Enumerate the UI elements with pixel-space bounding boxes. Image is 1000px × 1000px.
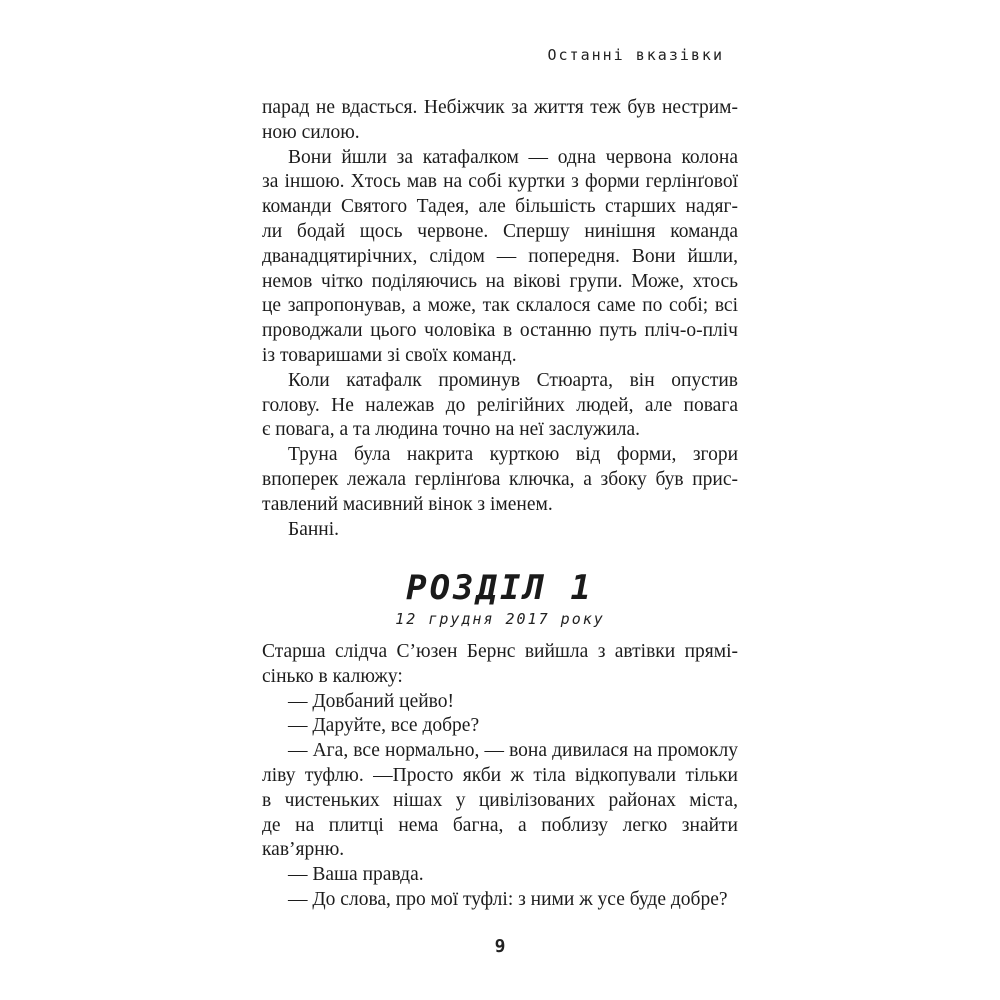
paragraph [262, 888, 738, 913]
text-line: Старша слідча С’юзен Бернс вийшла з автівки прямі- [262, 641, 738, 662]
paragraph [262, 369, 738, 443]
text-line: — Даруйте, все добре? [288, 715, 480, 737]
text-line: це запропонував, а може, так склалося саме по собі; всі [262, 295, 738, 317]
running-head: Останні вказівки [547, 46, 724, 64]
text-line: — Довбаний цейво! [288, 690, 454, 712]
text-line: немов чітко поділяючись на вікові групи. Може, хтось [262, 270, 738, 292]
text-line: кав’ярню. [262, 839, 345, 861]
text-line: ли бодай щось червоне. Спершу нинішня команда [262, 220, 738, 242]
text-line: команди Святого Тадея, але більшість старших надяг- [262, 196, 738, 218]
paragraph [262, 690, 738, 715]
text-line: за іншою. Хтось мав на собі куртки з форми герлінґової [262, 171, 738, 193]
paragraph [262, 739, 738, 863]
text-line: Банні. [288, 518, 340, 540]
text-line: є повага, а та людина точно на неї заслужила. [262, 419, 641, 441]
text-line: Вони йшли за катафалком — одна червона колона [288, 146, 738, 168]
text-line: — Ваша правда. [288, 864, 424, 886]
page-number: 9 [494, 936, 506, 957]
text-line: Коли катафалк проминув Стюарта, він опустив [288, 369, 738, 391]
text-line: в чистеньких нішах у цивілізованих районах міста, [262, 789, 738, 811]
text-line: впоперек лежала герлінґова ключка, а збоку був прис- [262, 468, 738, 490]
text-line: із товаришами зі своїх команд. [262, 344, 517, 366]
text-line: де на плитці нема багна, а поблизу легко знайти [262, 814, 738, 836]
text-line: парад не вдасться. Небіжчик за життя теж був нестрим- [262, 97, 738, 118]
text-line: сінько в калюжу: [262, 665, 403, 687]
paragraph [262, 518, 738, 543]
text-line: Труна була накрита курткою від форми, згори [288, 444, 738, 466]
text-line: ліву туфлю. —Просто якби ж тіла відкопували тільки [262, 764, 738, 786]
paragraph [262, 640, 738, 690]
paragraph [262, 96, 738, 146]
paragraph [262, 863, 738, 888]
paragraph [262, 443, 738, 517]
chapter-date: 12 грудня 2017 року [395, 610, 605, 628]
text-line: голову. Не належав до релігійних людей, але повага [262, 394, 738, 416]
text-line: тавлений масивний вінок з іменем. [262, 493, 553, 515]
text-line: — Ага, все нормально, — вона дивилася на промоклу [288, 740, 738, 762]
paragraph [262, 714, 738, 739]
text-line: ною силою. [262, 121, 360, 143]
text-line: — До слова, про мої туфлі: з ними ж усе буде добре? [288, 889, 728, 910]
text-line: дванадцятирічних, слідом — попередня. Вони йшли, [262, 245, 738, 267]
chapter-title: РОЗДІЛ 1 [406, 568, 594, 608]
text-line: проводжали цього чоловіка в останню путь пліч-о-пліч [262, 320, 738, 342]
paragraph [262, 146, 738, 369]
